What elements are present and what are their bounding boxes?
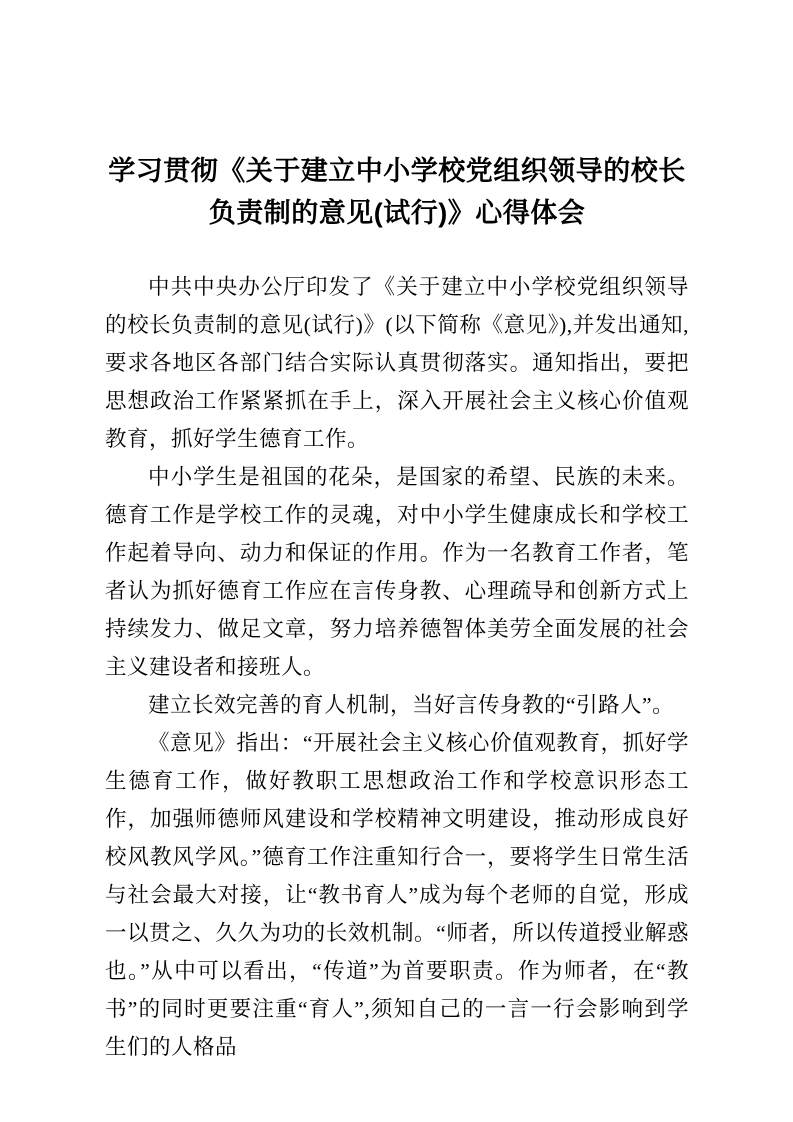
paragraph-mechanism-heading: 建立长效完善的育人机制，当好言传身教的“引路人”。 [148,693,675,717]
document-body [105,268,689,1066]
document-title: 学习贯彻《关于建立中小学校党组织领导的校长负责制的意见(试行)》心得体会 [108,156,686,228]
paragraph-yijian-quote: 《意见》指出：“开展社会主义核心价值观教育，抓好学生德育工作，做好教职工思想政治工作和学校意识形态工作，加强师德师风建设和学校精神文明建设，推动形成良好校风教风学风。”德育工作注重知行合一，要将学生日常生活与社会最大对接，让“教书育人”成为每个老师的自觉，形成一以贯之、久久为功的长效机制。“师者，所以传道授业解惑也。”从中可以看出，“传道”为首要职责。作为师者，在“教书”的同时更要注重“育人”,须知自己的一言一行会影响到学生们的人格品 [105,731,689,1059]
paragraph-notice-issued: 中共中央办公厅印发了《关于建立中小学校党组织领导的校长负责制的意见(试行)》(以下简称《意见》),并发出通知,要求各地区各部门结合实际认真贯彻落实。通知指出，要把思想政治工作紧紧抓在手上，深入开展社会主义核心价值观教育，抓好学生德育工作。 [105,275,689,451]
paragraph-students-future: 中小学生是祖国的花朵，是国家的希望、民族的未来。德育工作是学校工作的灵魂，对中小学生健康成长和学校工作起着导向、动力和保证的作用。作为一名教育工作者，笔者认为抓好德育工作应在言传身教、心理疏导和创新方式上持续发力、做足文章，努力培养德智体美劳全面发展的社会主义建设者和接班人。 [105,465,689,679]
